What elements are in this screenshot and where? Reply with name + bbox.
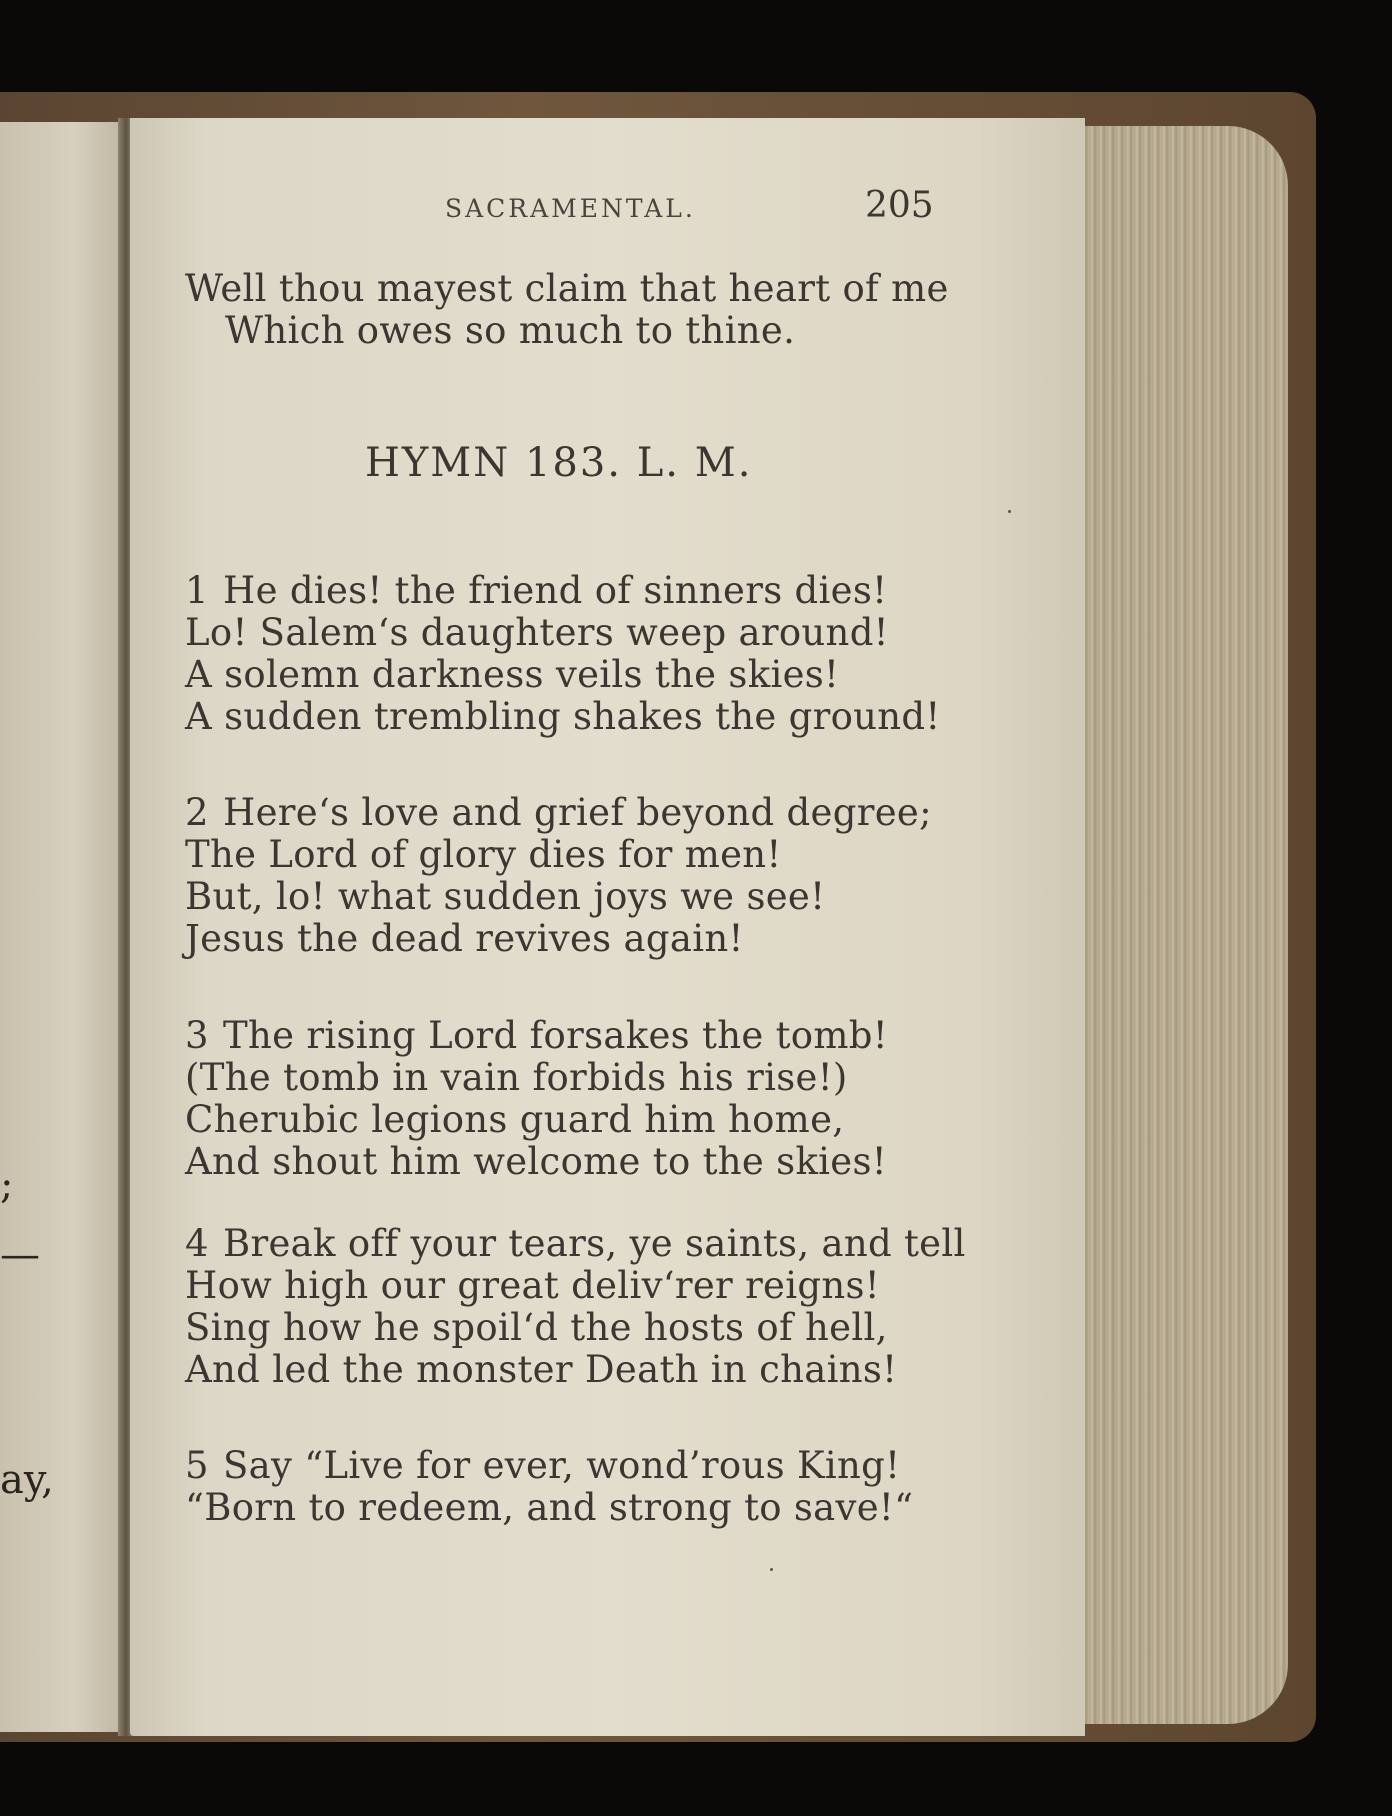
verse-line: How high our great deliv‘rer reigns! <box>185 1264 880 1307</box>
stanza-number: 2 <box>185 791 209 834</box>
stanza-number: 3 <box>185 1014 209 1057</box>
verse-line: “Born to redeem, and strong to save!“ <box>185 1486 914 1529</box>
stanza-4 <box>185 1223 966 1391</box>
verse-line: But, lo! what sudden joys we see! <box>185 875 826 918</box>
stanza-5 <box>185 1445 913 1529</box>
stanza-number: 1 <box>185 569 209 612</box>
left-page: ; — ay, <box>0 122 124 1732</box>
verse-line: A solemn darkness veils the skies! <box>185 653 840 696</box>
page-number: 205 <box>865 185 934 226</box>
verse-line: Lo! Salem‘s daughters weep around! <box>185 611 889 654</box>
verse-line: 2 Here‘s love and grief beyond degree; <box>185 791 932 834</box>
paper-speck <box>1008 510 1011 513</box>
page-edges <box>1062 126 1288 1724</box>
verse-line: And shout him welcome to the skies! <box>185 1140 887 1183</box>
stanza-number: 5 <box>185 1444 209 1487</box>
verse-line: The Lord of glory dies for men! <box>185 833 782 876</box>
paper-speck <box>770 1568 773 1571</box>
verse-line: 3 The rising Lord forsakes the tomb! <box>185 1014 888 1057</box>
verse-line: Jesus the dead revives again! <box>185 917 744 960</box>
stanza-1 <box>185 570 941 738</box>
verse-line: 1 He dies! the friend of sinners dies! <box>185 569 888 612</box>
verse-line: Which owes so much to thine. <box>225 309 796 352</box>
verse-line: (The tomb in vain forbids his rise!) <box>185 1056 848 1099</box>
section-title: SACRAMENTAL. <box>445 194 696 223</box>
verse-line: Sing how he spoil‘d the hosts of hell, <box>185 1306 888 1349</box>
verse-line: 4 Break off your tears, ye saints, and tell <box>185 1222 966 1265</box>
running-head <box>185 180 934 230</box>
stanza-number: 4 <box>185 1222 209 1265</box>
stanza-3 <box>185 1015 888 1183</box>
verse-line: And led the monster Death in chains! <box>185 1348 898 1391</box>
stanza-2 <box>185 792 932 960</box>
verse-line: Cherubic legions guard him home, <box>185 1098 845 1141</box>
verse-line: Well thou mayest claim that heart of me <box>185 267 949 310</box>
hymn-heading: HYMN 183. L. M. <box>365 440 753 486</box>
verse-line: 5 Say “Live for ever, wond’rous King! <box>185 1444 901 1487</box>
verse-line: A sudden trembling shakes the ground! <box>185 695 941 738</box>
previous-hymn-closing <box>185 268 949 352</box>
